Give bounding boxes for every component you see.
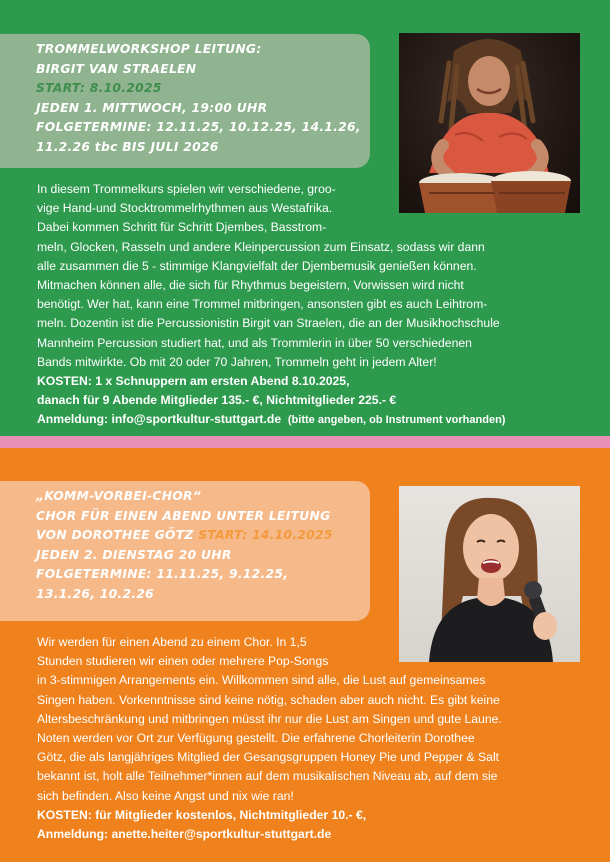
workshop-text-line: Dabei kommen Schritt für Schritt Djembes, Basstrom- [37, 220, 327, 235]
chor-text-line: Altersbeschränkung und mitbringen müsst ihr nur die Lust am Singen und gute Laune. [37, 711, 502, 726]
chor-title: „KOMM-VORBEI-CHOR“ [36, 489, 202, 503]
workshop-title: TROMMELWORKSHOP LEITUNG: [36, 42, 262, 56]
chor-dates-cont: 13.1.26, 10.2.26 [36, 586, 154, 601]
chor-heading-box [0, 481, 370, 621]
chor-text-line: Götz, die als langjähriges Mitglied der Gesangsgruppen Honey Pie und Pepper & Salt [37, 750, 500, 765]
workshop-heading-box [0, 34, 370, 168]
workshop-kosten-cont: danach für 9 Abende Mitglieder 135.- €, Nichtmitglieder 225.- € [37, 393, 397, 408]
chor-text-line: Stunden studieren wir einen oder mehrere Pop-Songs [37, 654, 329, 669]
workshop-start: START: 8.10.2025 [36, 81, 162, 95]
workshop-text-line: vige Hand-und Stocktrommelrhythmen aus Westafrika. [37, 201, 333, 216]
workshop-text-line: benötigt. Wer hat, kann eine Trommel mitbringen, ansonsten gibt es auch Leihtrom- [37, 297, 488, 312]
chor-leader-line [36, 526, 370, 546]
workshop-text-line: alle zusammen die 5 - stimmige Klangvielfalt der Djembemusik genießen können. [37, 258, 477, 273]
chor-leader: VON DOROTHEE GÖTZ [36, 528, 194, 542]
workshop-anmeldung-line [37, 410, 505, 430]
chor-text-line: Wir werden für einen Abend zu einem Chor. In 1,5 [37, 635, 307, 649]
chor-text-line: Singen haben. Vorkenntnisse sind keine nötig, schaden aber auch nicht. Es gibt keine [37, 692, 500, 707]
workshop-text-line: meln, Glocken, Rasseln und andere Kleinpercussion zum Einsatz, sodass wir dann [37, 239, 485, 254]
chor-text-line: sich befinden. Also keine Angst und nix wie ran! [37, 788, 294, 803]
chor-kosten: KOSTEN: für Mitglieder kostenlos, Nichtmitglieder 10.- €, [37, 807, 367, 822]
chor-description [37, 633, 502, 844]
section-divider [0, 436, 610, 448]
workshop-text-line: Mitmachen können alle, die sich für Rhythmus begeistern, Vorwissen wird nicht [37, 278, 464, 293]
workshop-schedule: JEDEN 1. MITTWOCH, 19:00 UHR [36, 100, 268, 115]
chor-text-line: Noten werden vor Ort zur Verfügung gestellt. Die erfahrene Chorleiterin Dorothee [37, 731, 475, 746]
chor-schedule: JEDEN 2. DIENSTAG 20 UHR [36, 547, 232, 562]
chor-start: START: 14.10.2025 [198, 528, 333, 542]
workshop-dates: FOLGETERMINE: 12.11.25, 10.12.25, 14.1.26, [36, 120, 361, 134]
workshop-kosten: KOSTEN: 1 x Schnuppern am ersten Abend 8.10.2025, [37, 374, 350, 389]
workshop-leader: BIRGIT VAN STRAELEN [36, 61, 197, 76]
workshop-text-line: meln. Dozentin ist die Percussionistin Birgit van Straelen, die an der Musikhochschule [37, 316, 500, 331]
workshop-anmeldung-note: (bitte angeben, ob Instrument vorhanden) [287, 414, 506, 427]
workshop-text-line: Mannheim Percussion studiert hat, und als Trommlerin in über 50 verschiedenen [37, 335, 472, 350]
chor-subtitle: CHOR FÜR EINEN ABEND UNTER LEITUNG [36, 508, 331, 523]
workshop-dates-cont: 11.2.26 tbc BIS JULI 2026 [36, 139, 219, 154]
workshop-text-line: Bands mitwirkte. Ob mit 20 oder 70 Jahren, Trommeln geht in jedem Alter! [37, 354, 437, 369]
chor-text-line: bekannt ist, holt alle Teilnehmer*innen auf dem musikalischen Niveau ab, auf dem sie [37, 769, 498, 784]
chor-text-line: in 3-stimmigen Arrangements ein. Willkommen sind alle, die Lust auf gemeinsames [37, 673, 486, 688]
workshop-anmeldung[interactable]: Anmeldung: info@sportkultur-stuttgart.de [37, 412, 282, 427]
chor-dates: FOLGETERMINE: 11.11.25, 9.12.25, [36, 567, 289, 581]
workshop-description [37, 180, 505, 431]
workshop-start-line [36, 79, 370, 99]
workshop-text-line: In diesem Trommelkurs spielen wir verschiedene, groo- [37, 182, 336, 196]
chor-anmeldung[interactable]: Anmeldung: anette.heiter@sportkultur-stuttgart.de [37, 827, 332, 842]
